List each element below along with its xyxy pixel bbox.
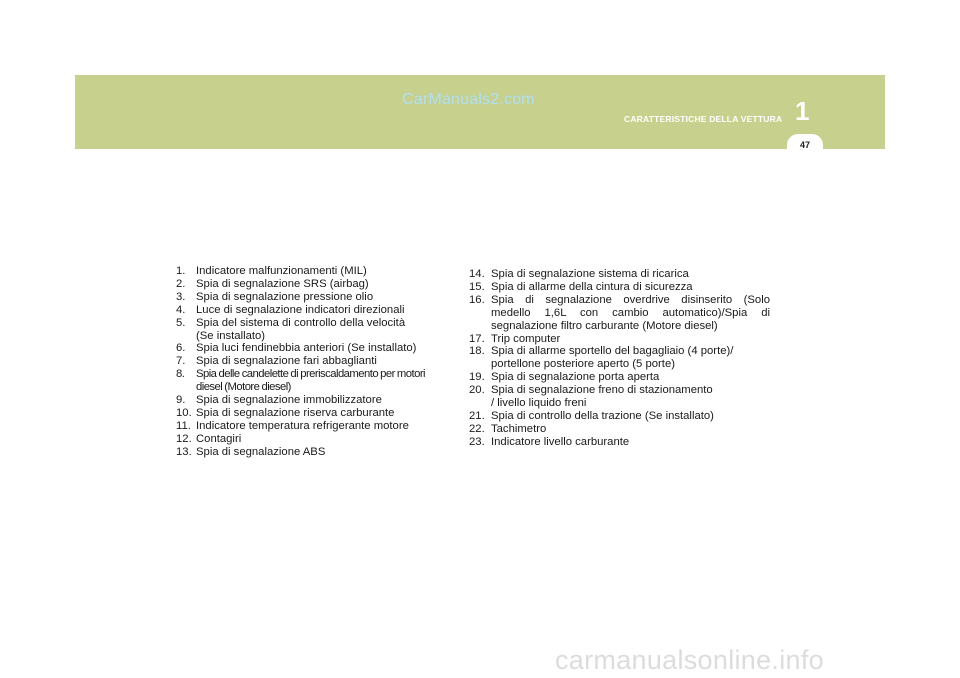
item-number: 16. xyxy=(469,293,485,306)
section-title: CARATTERISTICHE DELLA VETTURA xyxy=(624,114,783,124)
item-number: 9. xyxy=(176,394,186,407)
list-item xyxy=(176,368,444,394)
item-number: 4. xyxy=(176,303,186,316)
list-item xyxy=(469,333,770,346)
item-text: Indicatore livello carburante xyxy=(491,435,630,448)
list-item xyxy=(176,433,444,446)
item-number: 7. xyxy=(176,355,186,368)
item-text: Spia di segnalazione riserva carburante xyxy=(196,406,395,419)
item-number: 22. xyxy=(469,422,485,435)
item-number: 15. xyxy=(469,280,485,293)
item-text: Spia di segnalazione pressione olio xyxy=(196,290,374,303)
item-text: Contagiri xyxy=(196,432,242,445)
item-text: Spia del sistema di controllo della velocità (Se installato) xyxy=(196,316,406,342)
item-text: Spia di allarme della cintura di sicurezza xyxy=(491,280,693,293)
item-text: Spia di segnalazione fari abbaglianti xyxy=(196,355,377,368)
item-text: Spia di segnalazione freno di stazionamento / livello liquido freni xyxy=(491,384,713,410)
list-item xyxy=(469,281,770,294)
item-number: 2. xyxy=(176,277,186,290)
item-text: Spia luci fendinebbia anteriori (Se installato) xyxy=(196,342,417,355)
item-number: 3. xyxy=(176,290,186,303)
indicator-list-right xyxy=(469,268,770,449)
list-item xyxy=(176,355,444,368)
header-band xyxy=(75,75,885,149)
page-number: 47 xyxy=(799,140,810,150)
item-number: 1. xyxy=(176,265,186,277)
item-text: Spia di segnalazione ABS xyxy=(196,445,326,458)
item-number: 18. xyxy=(469,345,485,358)
item-number: 8. xyxy=(176,368,185,381)
item-text: Indicatore malfunzionamenti (MIL) xyxy=(196,265,367,277)
item-text: Trip computer xyxy=(491,332,561,345)
item-text: Indicatore temperatura refrigerante motore xyxy=(196,419,409,432)
item-text: Spia di segnalazione SRS (airbag) xyxy=(196,277,369,290)
list-item xyxy=(176,304,444,317)
item-number: 5. xyxy=(176,316,186,329)
list-item xyxy=(469,268,770,281)
list-item xyxy=(176,317,410,343)
list-item xyxy=(176,420,444,433)
item-text: Tachimetro xyxy=(491,422,547,435)
list-item xyxy=(469,294,770,333)
item-number: 19. xyxy=(469,371,485,384)
indicator-list-left xyxy=(176,265,444,459)
list-item xyxy=(176,265,444,278)
item-number: 13. xyxy=(176,445,192,458)
list-item xyxy=(176,394,444,407)
item-text: Spia di segnalazione overdrive disinserito (Solo medello 1,6L con cambio automatico)/Spia di segnalazione filtro carburante (Motore diesel) xyxy=(491,293,770,332)
list-item xyxy=(469,345,739,371)
item-number: 23. xyxy=(469,435,485,448)
item-text: Spia di segnalazione immobilizzatore xyxy=(196,394,382,407)
header-watermark: CarManuals2.com xyxy=(402,91,535,108)
list-item xyxy=(469,436,770,449)
item-text: Spia di controllo della trazione (Se installato) xyxy=(491,409,714,422)
item-text: Spia di allarme sportello del bagagliaio (4 porte)/ portellone posteriore aperto (5 porte) xyxy=(491,345,734,371)
item-number: 11. xyxy=(176,419,191,432)
list-item xyxy=(176,446,444,459)
list-item xyxy=(469,410,770,423)
list-item xyxy=(469,371,770,384)
list-item xyxy=(176,407,444,420)
chapter-number: 1 xyxy=(795,96,810,126)
item-text: Spia delle candelette di preriscaldamento per motori diesel (Motore diesel) xyxy=(196,368,426,394)
item-number: 14. xyxy=(469,268,485,280)
list-item xyxy=(469,384,717,410)
footer-watermark: carmanualsonline.info xyxy=(555,645,824,675)
item-text: Luce di segnalazione indicatori direzionali xyxy=(196,303,405,316)
item-number: 10. xyxy=(176,406,192,419)
item-number: 12. xyxy=(176,432,192,445)
item-number: 20. xyxy=(469,384,485,397)
item-text: Spia di segnalazione porta aperta xyxy=(491,371,660,384)
item-number: 17. xyxy=(469,332,485,345)
item-text: Spia di segnalazione sistema di ricarica xyxy=(491,268,689,280)
list-item xyxy=(176,291,444,304)
item-number: 6. xyxy=(176,342,186,355)
list-item xyxy=(176,342,444,355)
item-number: 21. xyxy=(469,409,485,422)
list-item xyxy=(176,278,444,291)
list-item xyxy=(469,423,770,436)
